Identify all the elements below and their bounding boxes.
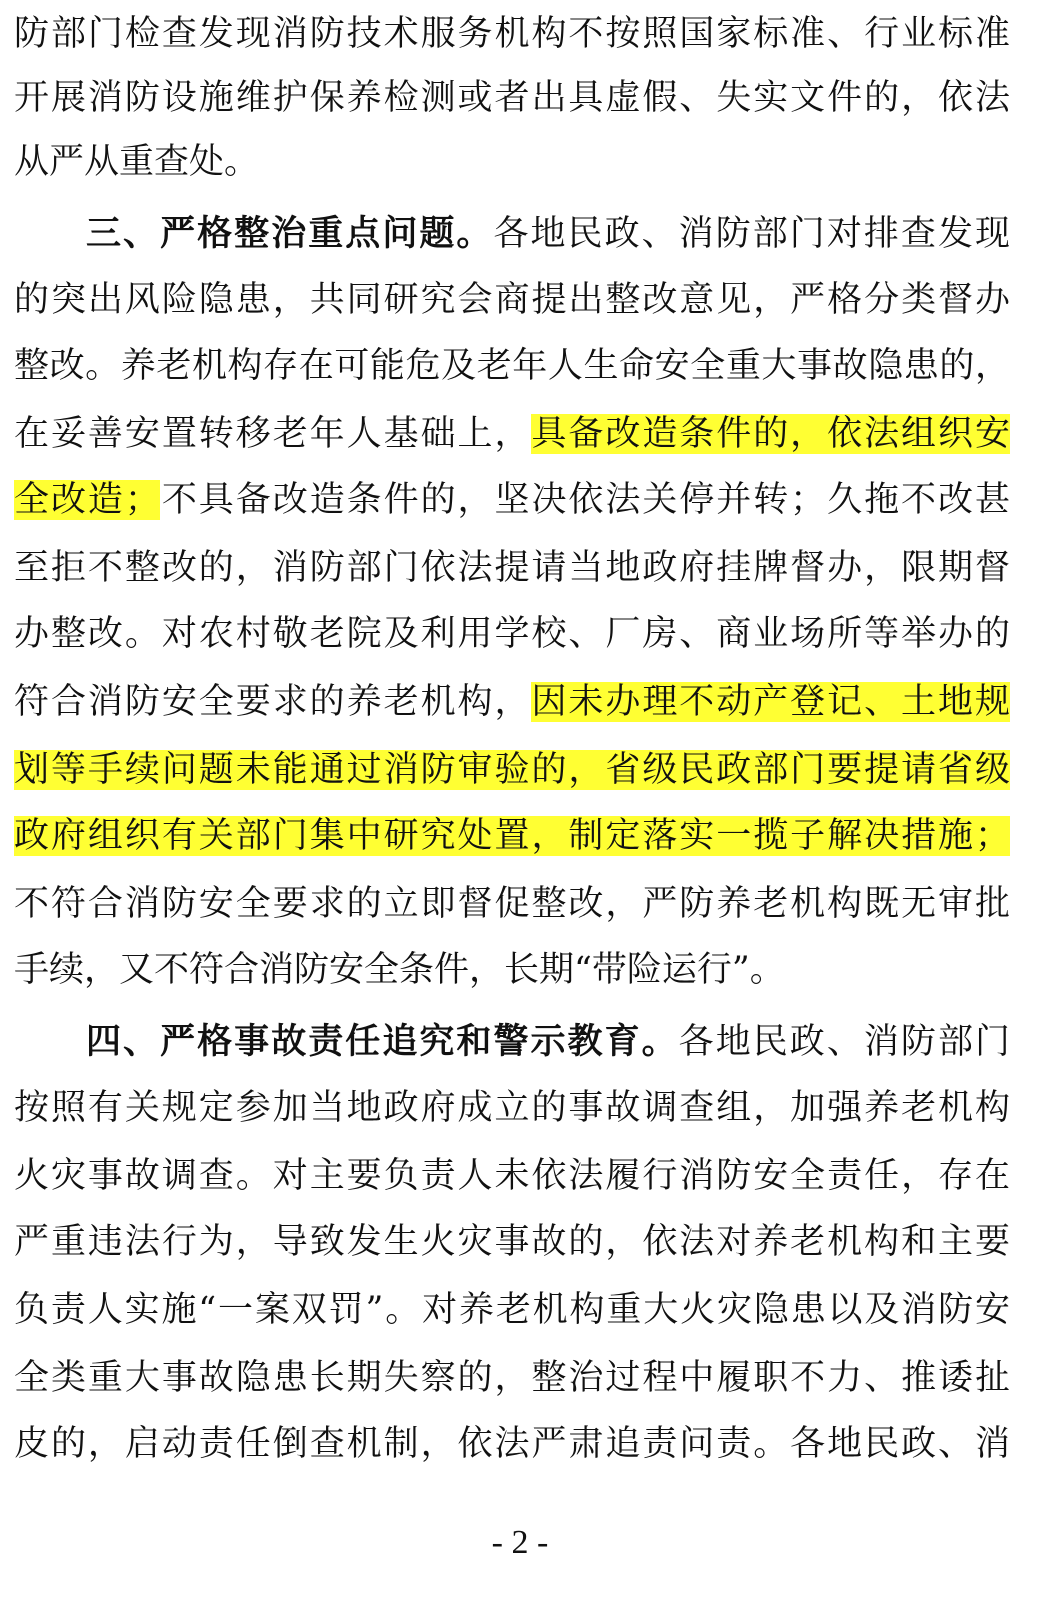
highlighted-text: 政府组织有关部门集中研究处置，制定落实一揽子解决措施；	[14, 816, 1010, 856]
text-span: 在妥善安置转移老年人基础上，	[14, 414, 532, 454]
text-span: 各地民政、消防部门	[678, 1022, 1010, 1062]
text-line-3: 从严从重查处。	[14, 142, 260, 182]
text-line-1: 防部门检查发现消防技术服务机构不按照国家标准、行业标准	[14, 14, 1010, 54]
text-line-20: 负责人实施“一案双罚”。对养老机构重大火灾隐患以及消防安	[14, 1290, 1010, 1330]
highlighted-text: 具备改造条件的，依法组织安	[531, 414, 1010, 454]
text-line-7	[14, 400, 1010, 468]
highlighted-text: 因未办理不动产登记、土地规	[531, 682, 1010, 722]
highlighted-text: 全改造；	[14, 480, 160, 520]
text-line-22: 皮的，启动责任倒查机制，依法严肃追责问责。各地民政、消	[14, 1424, 1010, 1464]
text-line-21: 全类重大事故隐患长期失察的，整治过程中履职不力、推诿扯	[14, 1358, 1010, 1398]
text-line-12	[14, 736, 1010, 804]
section-3-heading: 三、严格整治重点问题。	[86, 214, 494, 254]
section-4-heading: 四、严格事故责任追究和警示教育。	[86, 1022, 679, 1062]
text-line-10: 办整改。对农村敬老院及利用学校、厂房、商业场所等举办的	[14, 614, 1010, 654]
text-span: 符合消防安全要求的养老机构，	[14, 682, 532, 722]
text-line-19: 严重违法行为，导致发生火灾事故的，依法对养老机构和主要	[14, 1222, 1010, 1262]
text-line-8	[14, 466, 1010, 534]
section-3-heading-line	[14, 200, 1010, 268]
text-line-11	[14, 668, 1010, 736]
text-line-9: 至拒不整改的，消防部门依法提请当地政府挂牌督办，限期督	[14, 548, 1010, 588]
section-4-heading-line	[14, 1008, 1010, 1076]
text-line-13	[14, 802, 1010, 870]
text-line-2: 开展消防设施维护保养检测或者出具虚假、失实文件的，依法	[14, 78, 1010, 118]
text-span: 各地民政、消防部门对排查发现	[493, 214, 1010, 254]
text-line-18: 火灾事故调查。对主要负责人未依法履行消防安全责任，存在	[14, 1156, 1010, 1196]
text-line-5: 的突出风险隐患，共同研究会商提出整改意见，严格分类督办	[14, 280, 1010, 320]
highlighted-text: 划等手续问题未能通过消防审验的，省级民政部门要提请省级	[14, 750, 1010, 790]
page-number: - 2 -	[491, 1524, 549, 1561]
text-line-14: 不符合消防安全要求的立即督促整改，严防养老机构既无审批	[14, 884, 1010, 924]
text-line-17: 按照有关规定参加当地政府成立的事故调查组，加强养老机构	[14, 1088, 1010, 1128]
text-line-15: 手续，又不符合消防安全条件，长期“带险运行”。	[14, 950, 785, 990]
text-span: 不具备改造条件的，坚决依法关停并转；久拖不改甚	[159, 480, 1010, 520]
text-line-6: 整改。养老机构存在可能危及老年人生命安全重大事故隐患的，	[14, 346, 1010, 386]
